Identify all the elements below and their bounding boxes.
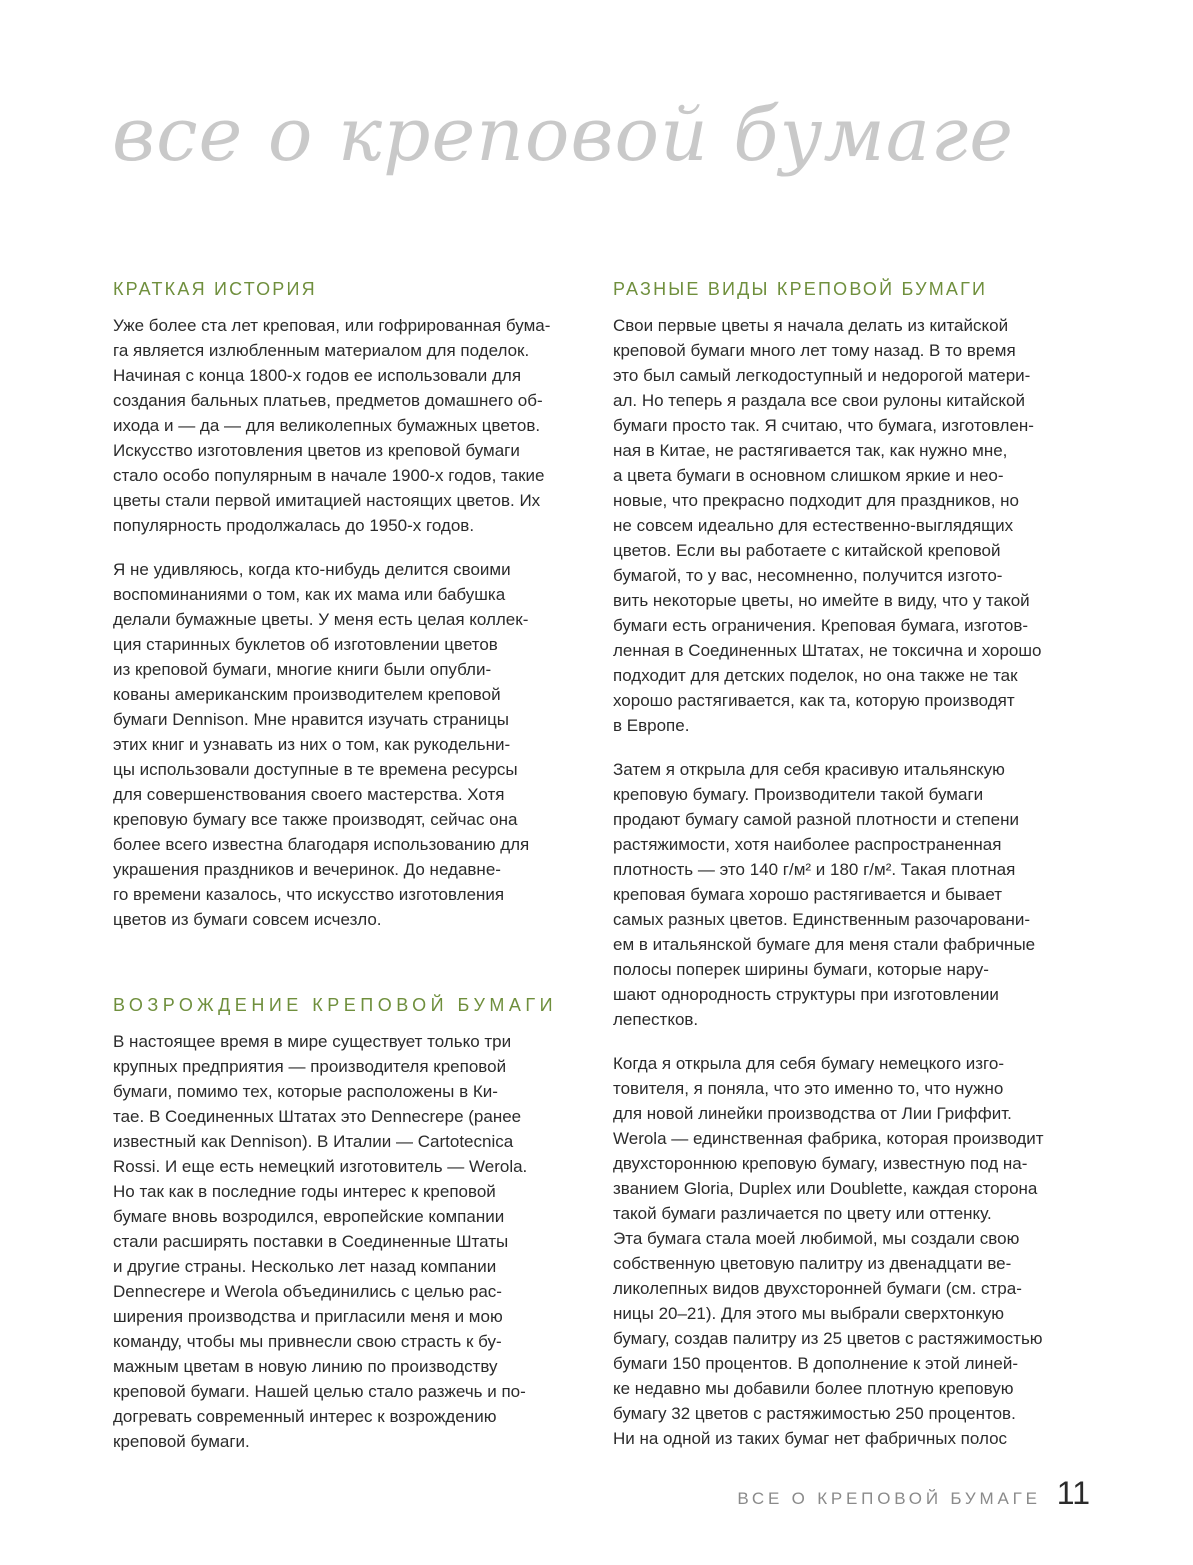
- text-line: ем в итальянской бумаге для меня стали фабричные: [613, 935, 1036, 954]
- text-line: а цвета бумаги в основном слишком яркие и нео-: [613, 466, 1004, 485]
- text-line: бумаги есть ограничения. Креповая бумага, изготов-: [613, 616, 1029, 635]
- text-line: Уже более ста лет креповая, или гофрированная бума-: [113, 316, 551, 335]
- text-line: двухстороннюю креповую бумагу, известную под на-: [613, 1154, 1028, 1173]
- text-line: стало особо популярным в начале 1900-х годов, такие: [113, 466, 545, 485]
- text-line: креповой бумаги. Нашей целью стало разжечь и по-: [113, 1382, 526, 1401]
- history-paragraph-2: [113, 557, 585, 932]
- text-line: бумаги, помимо тех, которые расположены в Ки-: [113, 1082, 498, 1101]
- text-line: крупных предприятия — производителя креповой: [113, 1057, 507, 1076]
- running-title: ВСЕ О КРЕПОВОЙ БУМАГЕ: [737, 1489, 1041, 1508]
- text-line: ция старинных буклетов об изготовлении цветов: [113, 635, 498, 654]
- text-line: го времени казалось, что искусство изготовления: [113, 885, 505, 904]
- text-line: плотность — это 140 г/м² и 180 г/м². Такая плотная: [613, 860, 1016, 879]
- text-line: не совсем идеально для естественно-выглядящих: [613, 516, 1014, 535]
- text-line: Начиная с конца 1800-х годов ее использовали для: [113, 366, 522, 385]
- text-line: делали бумажные цветы. У меня есть целая коллек-: [113, 610, 529, 629]
- text-line: бумаги Dennison. Мне нравится изучать страницы: [113, 710, 510, 729]
- text-line: это был самый легкодоступный и недорогой матери-: [613, 366, 1031, 385]
- text-line: бумагу 32 цветов с растяжимостью 250 процентов.: [613, 1404, 1016, 1423]
- text-line: Искусство изготовления цветов из креповой бумаги: [113, 441, 520, 460]
- text-line: бумаге вновь возродился, европейские компании: [113, 1207, 505, 1226]
- text-line: ленная в Соединенных Штатах, не токсична и хорошо: [613, 641, 1042, 660]
- text-line: растяжимости, хотя наиболее распространенная: [613, 835, 1002, 854]
- text-line: и другие страны. Несколько лет назад компании: [113, 1257, 497, 1276]
- text-line: из креповой бумаги, многие книги были опубли-: [113, 660, 492, 679]
- text-line: для новой линейки производства от Лии Гриффит.: [613, 1104, 1012, 1123]
- text-line: ширения производства и пригласили меня и мою: [113, 1307, 503, 1326]
- section-heading-history: КРАТКАЯ ИСТОРИЯ: [113, 279, 317, 299]
- text-line: новые, что прекрасно подходит для праздников, но: [613, 491, 1019, 510]
- text-line: Но так как в последние годы интерес к креповой: [113, 1182, 496, 1201]
- text-line: цветов из бумаги совсем исчезло.: [113, 910, 382, 929]
- section-spacer: [113, 932, 585, 992]
- text-line: самых разных цветов. Единственным разочаровани-: [613, 910, 1031, 929]
- text-line: ке недавно мы добавили более плотную креповую: [613, 1379, 1014, 1398]
- text-line: мажным цветам в новую линию по производству: [113, 1357, 498, 1376]
- text-line: креповой бумаги много лет тому назад. В то время: [613, 341, 1016, 360]
- text-line: кованы американским производителем креповой: [113, 685, 501, 704]
- text-line: ихода и — да — для великолепных бумажных цветов.: [113, 416, 541, 435]
- text-line: в Европе.: [613, 716, 690, 735]
- text-line: бумагой, то у вас, несомненно, получится изгото-: [613, 566, 1003, 585]
- text-line: Ни на одной из таких бумаг нет фабричных полос: [613, 1429, 1008, 1448]
- text-line: Когда я открыла для себя бумагу немецкого изго-: [613, 1054, 1004, 1073]
- text-line: бумагу, создав палитру из 25 цветов с растяжимостью: [613, 1329, 1043, 1348]
- text-line: бумаги просто так. Я считаю, что бумага, изготовлен-: [613, 416, 1034, 435]
- text-line: га является излюбленным материалом для поделок.: [113, 341, 530, 360]
- text-line: воспоминаниями о том, как их мама или бабушка: [113, 585, 506, 604]
- text-line: ницы 20–21). Для этого мы выбрали сверхтонкую: [613, 1304, 1005, 1323]
- types-paragraph-3: [613, 1051, 1085, 1451]
- text-line: ная в Китае, не растягивается так, как нужно мне,: [613, 441, 1008, 460]
- text-line: ал. Но теперь я раздала все свои рулоны китайской: [613, 391, 1025, 410]
- right-column: [613, 276, 1085, 1451]
- text-line: Свои первые цветы я начала делать из китайской: [613, 316, 1009, 335]
- text-line: шают однородность структуры при изготовлении: [613, 985, 999, 1004]
- text-line: популярность продолжалась до 1950-х годов.: [113, 516, 475, 535]
- text-line: ликолепных видов двухсторонней бумаги (см. стра-: [613, 1279, 1022, 1298]
- types-paragraph-2: [613, 757, 1085, 1032]
- text-line: Затем я открыла для себя красивую итальянскую: [613, 760, 1005, 779]
- text-line: стали расширять поставки в Соединенные Штаты: [113, 1232, 509, 1251]
- text-line: креповой бумаги.: [113, 1432, 250, 1451]
- text-line: цы использовали доступные в те времена ресурсы: [113, 760, 518, 779]
- text-line: подходит для детских поделок, но она также не так: [613, 666, 1018, 685]
- text-line: более всего известна благодаря использованию для: [113, 835, 530, 854]
- text-line: цветов. Если вы работаете с китайской креповой: [613, 541, 1001, 560]
- text-line: Я не удивляюсь, когда кто-нибудь делится своими: [113, 560, 511, 579]
- text-line: лепестков.: [613, 1010, 699, 1029]
- text-line: званием Gloria, Duplex или Doublette, каждая сторона: [613, 1179, 1038, 1198]
- types-paragraph-1: [613, 313, 1085, 738]
- text-line: известный как Dennison). В Италии — Cartotecnica: [113, 1132, 514, 1151]
- text-line: В настоящее время в мире существует только три: [113, 1032, 512, 1051]
- revival-paragraph-1: [113, 1029, 585, 1454]
- text-line: товителя, я поняла, что это именно то, что нужно: [613, 1079, 1004, 1098]
- text-line: креповая бумага хорошо растягивается и бывает: [613, 885, 1002, 904]
- text-line: собственную цветовую палитру из двенадцати ве-: [613, 1254, 1012, 1273]
- page-title: все о креповой бумаге: [112, 92, 1015, 178]
- text-line: креповую бумагу. Производители такой бумаги: [613, 785, 984, 804]
- text-line: этих книг и узнавать из них о том, как рукодельни-: [113, 735, 511, 754]
- text-line: такой бумаги различается по цвету или оттенку.: [613, 1204, 992, 1223]
- text-line: цветы стали первой имитацией настоящих цветов. Их: [113, 491, 541, 510]
- left-column: [113, 276, 585, 1454]
- text-line: хорошо растягивается, как та, которую производят: [613, 691, 1015, 710]
- text-line: для совершенствования своего мастерства. Хотя: [113, 785, 505, 804]
- history-paragraph-1: [113, 313, 585, 538]
- text-line: Dennecrepe и Werola объединились с целью рас-: [113, 1282, 502, 1301]
- text-line: создания бальных платьев, предметов домашнего об-: [113, 391, 543, 410]
- text-line: догревать современный интерес к возрождению: [113, 1407, 497, 1426]
- text-line: креповую бумагу все также производят, сейчас она: [113, 810, 518, 829]
- text-line: команду, чтобы мы привнесли свою страсть к бу-: [113, 1332, 502, 1351]
- text-line: вить некоторые цветы, но имейте в виду, что у такой: [613, 591, 1030, 610]
- text-line: Rossi. И еще есть немецкий изготовитель — Werola.: [113, 1157, 528, 1176]
- text-line: полосы поперек ширины бумаги, которые нару-: [613, 960, 989, 979]
- text-line: бумаги 150 процентов. В дополнение к этой линей-: [613, 1354, 1019, 1373]
- text-line: тае. В Соединенных Штатах это Dennecrepe (ранее: [113, 1107, 522, 1126]
- text-line: украшения праздников и вечеринок. До недавне-: [113, 860, 501, 879]
- text-line: Werola — единственная фабрика, которая производит: [613, 1129, 1044, 1148]
- section-heading-types: РАЗНЫЕ ВИДЫ КРЕПОВОЙ БУМАГИ: [613, 279, 988, 299]
- page-number: 11: [1056, 1475, 1090, 1511]
- section-heading-revival: ВОЗРОЖДЕНИЕ КРЕПОВОЙ БУМАГИ: [113, 995, 558, 1015]
- text-line: Эта бумага стала моей любимой, мы создали свою: [613, 1229, 1020, 1248]
- page-footer: [737, 1475, 1090, 1512]
- text-line: продают бумагу самой разной плотности и степени: [613, 810, 1019, 829]
